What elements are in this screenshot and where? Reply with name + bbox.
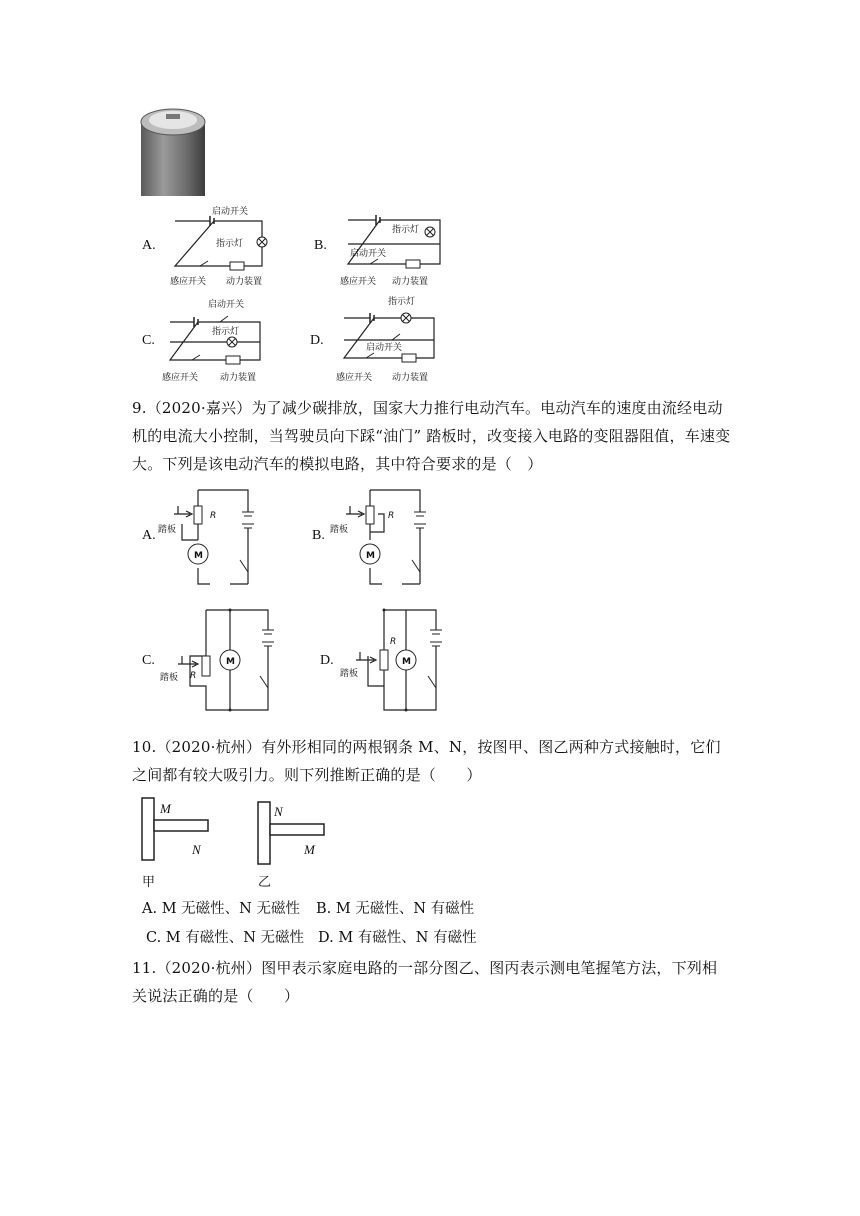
q9-circuit-d — [340, 606, 460, 710]
svg-text:感应开关: 感应开关 — [162, 373, 199, 383]
svg-text:乙: 乙 — [258, 875, 272, 890]
q9-option-c-label: C. — [142, 653, 155, 668]
q10-choice-d: D. M 有磁性、N 有磁性 — [318, 930, 477, 946]
svg-text:M: M — [226, 657, 235, 667]
svg-text:踏板: 踏板 — [158, 525, 177, 535]
q10-figure-yi — [256, 800, 336, 890]
sensor-switch-label: 感应开关 — [170, 277, 207, 287]
q8-circuit-b — [340, 212, 450, 288]
q11-question-text: 11.（2020·杭州）图甲表示家庭电路的一部分图乙、图丙表示测电笔握笔方法，下列相关说法正确的是（ ） — [132, 959, 718, 1005]
svg-text:M: M — [194, 551, 203, 561]
q8-option-c-label: C. — [142, 333, 155, 348]
q8-option-d-label: D. — [310, 333, 324, 348]
q8-circuit-a — [170, 206, 280, 286]
svg-text:感应开关: 感应开关 — [340, 277, 377, 287]
q8-option-b-label: B. — [314, 238, 327, 253]
svg-text:启动开关: 启动开关 — [208, 300, 245, 310]
svg-text:动力装置: 动力装置 — [392, 373, 429, 383]
svg-text:N: N — [274, 804, 283, 819]
svg-text:指示灯: 指示灯 — [392, 225, 420, 235]
svg-text:甲: 甲 — [142, 875, 156, 890]
q10-choice-c: C. M 有磁性、N 无磁性 — [146, 930, 305, 946]
svg-text:M: M — [402, 657, 411, 667]
svg-text:M: M — [304, 842, 315, 857]
svg-text:动力装置: 动力装置 — [220, 373, 257, 383]
power-device-label: 动力装置 — [226, 277, 263, 287]
svg-text:M: M — [160, 801, 171, 816]
q10-choice-b: B. M 无磁性、N 有磁性 — [316, 901, 475, 917]
q9-question-text: 9.（2020·嘉兴）为了减少碳排放，国家大力推行电动汽车。电动汽车的速度由流经电动机的电流大小控制，当驾驶员向下踩“油门” 踏板时，改变接入电路的变阻器阻值，车速变大。下列是该电动汽车的模拟电路，其中符合要求的是（ ） — [132, 399, 731, 473]
q9-circuit-b — [322, 484, 432, 584]
start-switch-label: 启动开关 — [212, 207, 249, 217]
q8-circuit-d — [336, 294, 446, 384]
svg-text:踏板: 踏板 — [330, 525, 349, 535]
sensor-bin-photo — [138, 100, 208, 198]
svg-text:启动开关: 启动开关 — [366, 343, 403, 353]
q9-option-b-label: B. — [312, 528, 325, 543]
svg-text:踏板: 踏板 — [340, 669, 359, 679]
q10-choice-a: A. M 无磁性、N 无磁性 — [142, 901, 300, 917]
q9-option-d-label: D. — [320, 653, 334, 668]
q9-option-a-label: A. — [142, 528, 156, 543]
svg-text:感应开关: 感应开关 — [336, 373, 373, 383]
svg-text:R: R — [210, 511, 217, 521]
q9-circuit-a — [150, 484, 260, 584]
svg-text:启动开关: 启动开关 — [350, 249, 387, 259]
svg-text:指示灯: 指示灯 — [388, 297, 416, 307]
svg-text:N: N — [192, 842, 201, 857]
svg-text:R: R — [388, 511, 395, 521]
svg-text:M: M — [366, 551, 375, 561]
svg-text:指示灯: 指示灯 — [212, 327, 240, 337]
q10-figure-jia — [140, 796, 220, 888]
indicator-lamp-label: 指示灯 — [216, 239, 244, 249]
q8-option-a-label: A. — [142, 238, 156, 253]
svg-text:动力装置: 动力装置 — [392, 277, 429, 287]
q9-circuit-c — [160, 606, 280, 710]
q8-circuit-c — [162, 298, 272, 384]
q10-question-text: 10.（2020·杭州）有外形相同的两根钢条 M、N，按图甲、图乙两种方式接触时，它们之间都有较大吸引力。则下列推断正确的是（ ） — [132, 738, 721, 784]
svg-text:踏板: 踏板 — [160, 673, 179, 683]
svg-text:R: R — [190, 671, 197, 681]
svg-text:R: R — [390, 637, 397, 647]
